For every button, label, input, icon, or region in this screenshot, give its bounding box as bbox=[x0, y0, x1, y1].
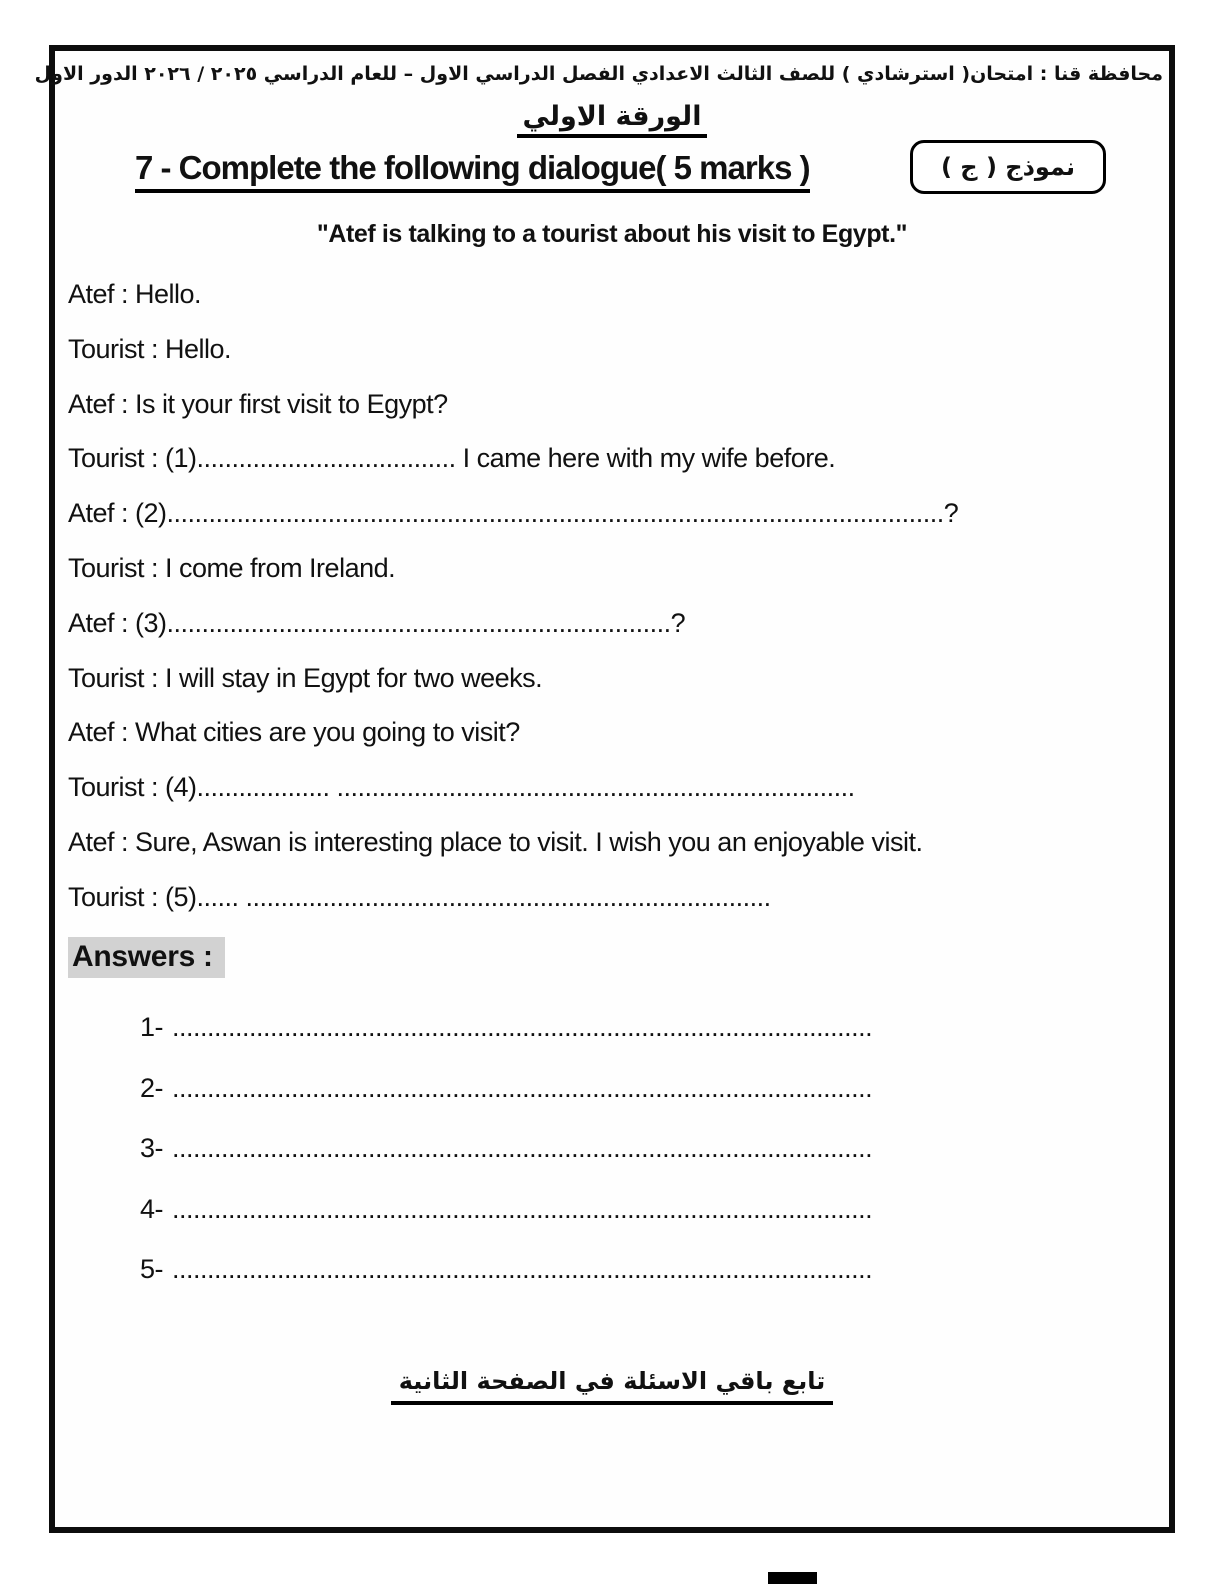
dialogue-line: Tourist : I come from Ireland. bbox=[68, 552, 396, 583]
exam-header-arabic: محافظة قنا : امتحان( استرشادي ) للصف الثالث الاعدادي الفصل الدراسي الاول – للعام الدراسي ٢٠٢٥ / ٢٠٢٦ الدور الاول bbox=[34, 63, 1163, 85]
dialogue-line: Atef : What cities are you going to visit? bbox=[68, 717, 520, 748]
footer-note-wrap bbox=[55, 1367, 1169, 1395]
answer-row-4 bbox=[68, 1179, 1156, 1240]
question-title-wrap bbox=[135, 149, 810, 187]
question-title: 7 - Complete the following dialogue( 5 marks ) bbox=[135, 149, 810, 193]
dialogue-line-blank-5: Tourist : (5)...... ........................................................................... bbox=[68, 881, 771, 912]
answer-number: 5- bbox=[140, 1254, 164, 1284]
answer-dotted-line: .................................................................................................... bbox=[172, 1072, 873, 1103]
dialogue-situation: "Atef is talking to a tourist about his visit to Egypt." bbox=[316, 220, 908, 248]
answer-row-2 bbox=[68, 1058, 1156, 1119]
dialogue-line: Atef : Sure, Aswan is interesting place to visit. I wish you an enjoyable visit. bbox=[68, 826, 923, 857]
dialogue-line-blank-3: Atef : (3)........................................................................? bbox=[68, 607, 686, 638]
answers-label-wrap bbox=[68, 940, 225, 974]
answer-dotted-line: .................................................................................................... bbox=[172, 1133, 873, 1163]
answer-row-3 bbox=[68, 1118, 1156, 1179]
dialogue-line: Tourist : Hello. bbox=[68, 333, 232, 364]
answer-number: 1- bbox=[140, 1012, 164, 1042]
paper-title-wrap bbox=[55, 101, 1169, 132]
dialogue-block bbox=[68, 267, 1156, 925]
paper-title: الورقة الاولي bbox=[517, 101, 708, 138]
footer-continue-note: تابع باقي الاسئلة في الصفحة الثانية bbox=[391, 1367, 834, 1405]
dialogue-line-blank-1: Tourist : (1)..................................... I came here with my wife before. bbox=[68, 443, 836, 474]
dialogue-line: Atef : Hello. bbox=[68, 279, 202, 309]
answer-row-1 bbox=[68, 997, 1156, 1058]
answer-dotted-line: .................................................................................................... bbox=[172, 1254, 873, 1284]
page-edge-mark bbox=[768, 1572, 817, 1584]
dialogue-line: Atef : Is it your first visit to Egypt? bbox=[68, 388, 448, 419]
answer-number: 2- bbox=[140, 1072, 164, 1103]
answers-label: Answers : bbox=[68, 937, 225, 978]
dialogue-line: Tourist : I will stay in Egypt for two weeks. bbox=[68, 662, 543, 693]
answer-number: 3- bbox=[140, 1133, 164, 1163]
exam-page-frame bbox=[34, 45, 1175, 1533]
answer-dotted-line: .................................................................................................... bbox=[172, 1193, 873, 1224]
answer-number: 4- bbox=[140, 1193, 164, 1224]
dialogue-line-blank-4: Tourist : (4)................... .......................................................................... bbox=[68, 772, 855, 803]
dialogue-line-blank-2: Atef : (2)...............................................................................................................? bbox=[68, 498, 959, 529]
answers-block bbox=[68, 997, 1156, 1300]
answer-dotted-line: .................................................................................................... bbox=[172, 1012, 873, 1042]
model-badge: نموذج ( ج ) bbox=[910, 140, 1106, 194]
answer-row-5 bbox=[68, 1239, 1156, 1300]
